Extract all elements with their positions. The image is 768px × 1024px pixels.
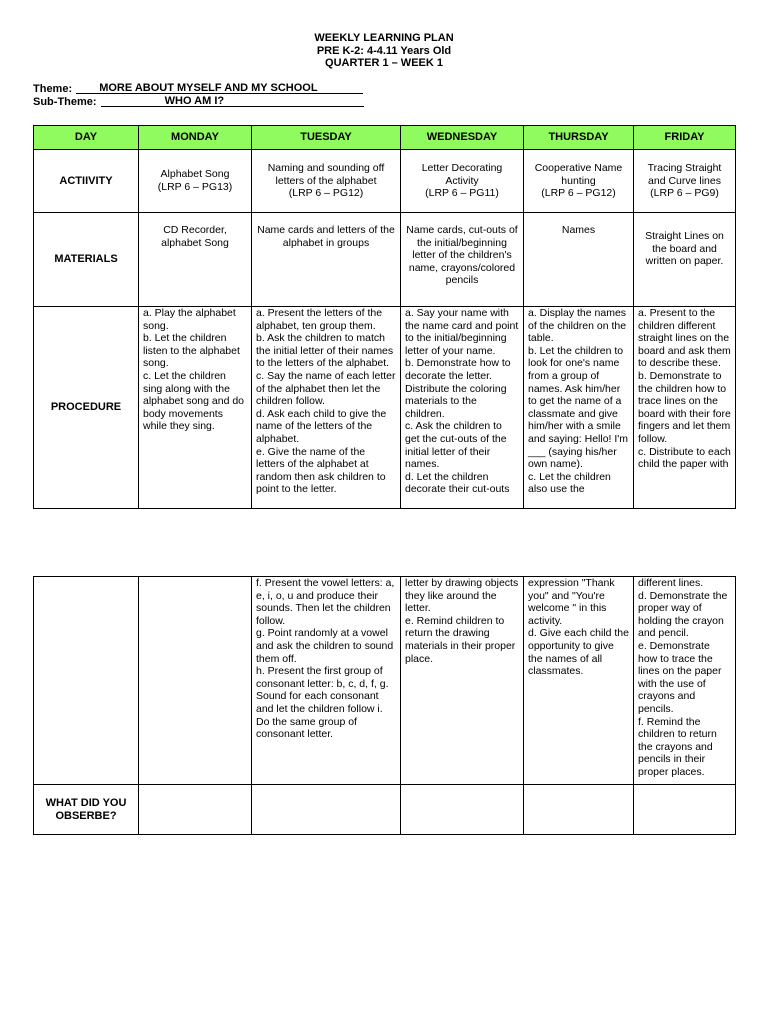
document-subtitle: PRE K-2: 4-4.11 Years Old <box>316 44 452 57</box>
observe-wednesday <box>401 785 524 835</box>
plan-table-page-1 <box>33 125 736 509</box>
header-day: DAY <box>34 126 139 150</box>
activity-monday: Alphabet Song (LRP 6 – PG13) <box>139 150 252 213</box>
materials-monday: CD Recorder, alphabet Song <box>139 213 252 307</box>
subtheme-label: Sub-Theme: <box>33 96 97 108</box>
header-monday: MONDAY <box>139 126 252 150</box>
subtheme-line <box>33 96 364 109</box>
observe-monday <box>139 785 252 835</box>
observe-row <box>34 785 736 835</box>
procedure-cont-thursday: expression "Thank you" and "You're welcome " in this activity. d. Give each child the opportunity to give the names of all classmates. <box>524 577 634 785</box>
document-quarter: QUARTER 1 – WEEK 1 <box>325 57 443 69</box>
procedure-wednesday: a. Say your name with the name card and point to the initial/beginning letter of your name. b. Demonstrate how to decorate the letter. Distribute the coloring materials to the children. c. Ask the children to get the cut-outs of the initial letter of their names. d. Let the children decorate their cut-outs <box>401 307 524 509</box>
materials-friday: Straight Lines on the board and written on paper. <box>634 213 736 307</box>
activity-row <box>34 150 736 213</box>
observe-friday <box>634 785 736 835</box>
procedure-label: PROCEDURE <box>34 307 139 509</box>
materials-thursday: Names <box>524 213 634 307</box>
procedure-cont-tuesday: f. Present the vowel letters: a, e, i, o, u and produce their sounds. Then let the children follow. g. Point randomly at a vowel and ask the children to sound them off. h. Present the first group of consonant letter: b, c, d, f, g. Sound for each consonant and let the children follow i. Do the same group of consonant letter. <box>252 577 401 785</box>
procedure-friday: a. Present to the children different straight lines on the board and ask them to describe these. b. Demonstrate to the children how to trace lines on the board with their fore fingers and let them follow. c. Distribute to each child the paper with <box>634 307 736 509</box>
procedure-monday: a. Play the alphabet song. b. Let the children listen to the alphabet song. c. Let the children sing along with the alphabet song and do body movements while they sing. <box>139 307 252 509</box>
materials-label: MATERIALS <box>34 213 139 307</box>
activity-wednesday: Letter Decorating Activity (LRP 6 – PG11) <box>401 150 524 213</box>
subtheme-value: WHO AM I? <box>101 95 364 107</box>
activity-tuesday: Naming and sounding off letters of the alphabet (LRP 6 – PG12) <box>252 150 401 213</box>
theme-value: MORE ABOUT MYSELF AND MY SCHOOL <box>76 82 363 94</box>
procedure-cont-wednesday: letter by drawing objects they like around the letter. e. Remind children to return the drawing materials in their proper place. <box>401 577 524 785</box>
procedure-tuesday: a. Present the letters of the alphabet, ten group them. b. Ask the children to match the initial letter of their names to the letters of the alphabet. c. Say the name of each letter of the alphabet then let the children follow. d. Ask each child to give the name of the letters of the alphabet. e. Give the name of the letters of the alphabet at random then ask children to point to the letter. <box>252 307 401 509</box>
header-wednesday: WEDNESDAY <box>401 126 524 150</box>
procedure-continued-row <box>34 577 736 785</box>
header-tuesday: TUESDAY <box>252 126 401 150</box>
materials-row <box>34 213 736 307</box>
header-friday: FRIDAY <box>634 126 736 150</box>
theme-label: Theme: <box>33 83 73 95</box>
document-header <box>0 32 768 70</box>
procedure-cont-monday <box>139 577 252 785</box>
observe-label: WHAT DID YOU OBSERBE? <box>34 785 139 835</box>
table-header-row <box>34 126 736 150</box>
header-thursday: THURSDAY <box>524 126 634 150</box>
materials-tuesday: Name cards and letters of the alphabet in groups <box>252 213 401 307</box>
procedure-thursday: a. Display the names of the children on the table. b. Let the children to look for one's name from a group of names. Ask him/her to get the name of a classmate and give him/her with a smile and saying: Hello! I'm ___ (saying his/her own name). c. Let the children also use the <box>524 307 634 509</box>
activity-label: ACTIIVITY <box>34 150 139 213</box>
activity-friday: Tracing Straight and Curve lines (LRP 6 – PG9) <box>634 150 736 213</box>
procedure-cont-friday: different lines. d. Demonstrate the proper way of holding the crayon and pencil. e. Demonstrate how to trace the lines on the paper with the use of crayons and pencils. f. Remind the children to return the crayons and pencils in their proper places. <box>634 577 736 785</box>
observe-tuesday <box>252 785 401 835</box>
materials-wednesday: Name cards, cut-outs of the initial/beginning letter of the children's name, crayons/colored pencils <box>401 213 524 307</box>
plan-table-page-2 <box>33 576 736 835</box>
procedure-cont-label-empty <box>34 577 139 785</box>
document-title: WEEKLY LEARNING PLAN <box>314 32 454 44</box>
procedure-row <box>34 307 736 509</box>
observe-thursday <box>524 785 634 835</box>
activity-thursday: Cooperative Name hunting (LRP 6 – PG12) <box>524 150 634 213</box>
